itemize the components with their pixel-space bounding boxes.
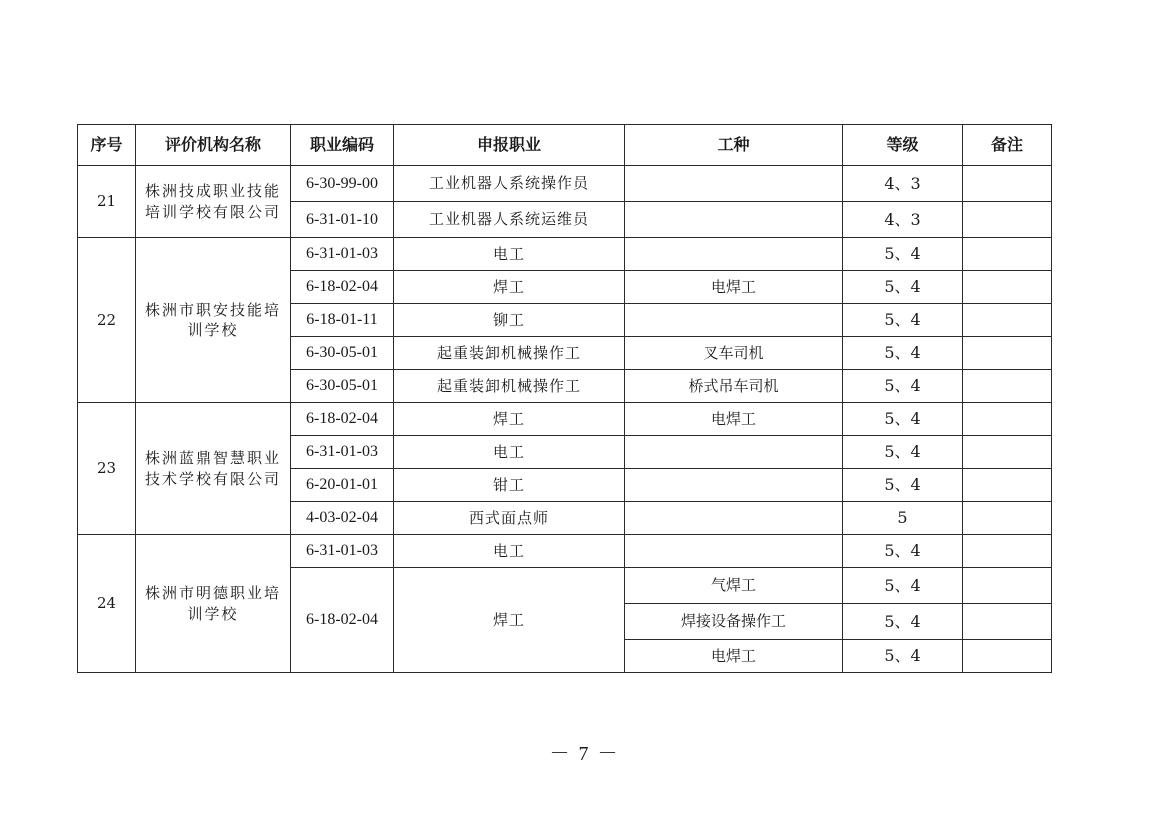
row-code: 6-30-05-01 bbox=[291, 337, 394, 370]
row-code: 4-03-02-04 bbox=[291, 502, 394, 535]
row-code: 6-31-01-03 bbox=[291, 238, 394, 271]
row-org: 株洲市职安技能培训学校 bbox=[136, 238, 291, 403]
row-type bbox=[625, 238, 843, 271]
row-job: 工业机器人系统操作员 bbox=[394, 166, 625, 202]
table-row bbox=[78, 535, 1052, 568]
row-grade: 5、4 bbox=[843, 568, 963, 604]
header-note: 备注 bbox=[963, 125, 1052, 166]
row-grade: 5、4 bbox=[843, 640, 963, 673]
row-type: 电焊工 bbox=[625, 640, 843, 673]
row-org: 株洲技成职业技能培训学校有限公司 bbox=[136, 166, 291, 238]
row-job: 工业机器人系统运维员 bbox=[394, 202, 625, 238]
row-code: 6-31-01-03 bbox=[291, 436, 394, 469]
row-note bbox=[963, 535, 1052, 568]
row-note bbox=[963, 271, 1052, 304]
row-grade: 4、3 bbox=[843, 202, 963, 238]
row-job: 焊工 bbox=[394, 271, 625, 304]
row-code: 6-31-01-03 bbox=[291, 535, 394, 568]
row-type bbox=[625, 166, 843, 202]
row-note bbox=[963, 604, 1052, 640]
row-seq: 22 bbox=[78, 238, 136, 403]
row-note bbox=[963, 502, 1052, 535]
row-note bbox=[963, 568, 1052, 604]
row-type bbox=[625, 304, 843, 337]
row-grade: 5、4 bbox=[843, 469, 963, 502]
row-note bbox=[963, 370, 1052, 403]
row-job: 西式面点师 bbox=[394, 502, 625, 535]
row-job: 铆工 bbox=[394, 304, 625, 337]
row-job: 起重装卸机械操作工 bbox=[394, 370, 625, 403]
row-type: 桥式吊车司机 bbox=[625, 370, 843, 403]
row-type: 气焊工 bbox=[625, 568, 843, 604]
row-note bbox=[963, 469, 1052, 502]
row-code: 6-18-01-11 bbox=[291, 304, 394, 337]
row-type: 焊接设备操作工 bbox=[625, 604, 843, 640]
row-type bbox=[625, 436, 843, 469]
table-header-row bbox=[78, 125, 1052, 166]
row-grade: 5 bbox=[843, 502, 963, 535]
row-grade: 5、4 bbox=[843, 271, 963, 304]
row-seq: 23 bbox=[78, 403, 136, 535]
row-job: 电工 bbox=[394, 436, 625, 469]
row-type: 电焊工 bbox=[625, 403, 843, 436]
header-grade: 等级 bbox=[843, 125, 963, 166]
row-org: 株洲蓝鼎智慧职业技术学校有限公司 bbox=[136, 403, 291, 535]
row-type bbox=[625, 535, 843, 568]
row-note bbox=[963, 337, 1052, 370]
row-note bbox=[963, 238, 1052, 271]
row-code: 6-30-99-00 bbox=[291, 166, 394, 202]
row-type: 叉车司机 bbox=[625, 337, 843, 370]
row-job: 起重装卸机械操作工 bbox=[394, 337, 625, 370]
row-code: 6-18-02-04 bbox=[291, 568, 394, 673]
row-job: 焊工 bbox=[394, 403, 625, 436]
row-code: 6-20-01-01 bbox=[291, 469, 394, 502]
table-row bbox=[78, 238, 1052, 271]
row-code: 6-30-05-01 bbox=[291, 370, 394, 403]
row-type bbox=[625, 202, 843, 238]
table-row bbox=[78, 403, 1052, 436]
header-seq: 序号 bbox=[78, 125, 136, 166]
row-code: 6-31-01-10 bbox=[291, 202, 394, 238]
row-note bbox=[963, 202, 1052, 238]
row-grade: 5、4 bbox=[843, 403, 963, 436]
row-code: 6-18-02-04 bbox=[291, 403, 394, 436]
row-job: 电工 bbox=[394, 238, 625, 271]
row-note bbox=[963, 304, 1052, 337]
row-org: 株洲市明德职业培训学校 bbox=[136, 535, 291, 673]
row-grade: 5、4 bbox=[843, 370, 963, 403]
row-note bbox=[963, 436, 1052, 469]
row-type: 电焊工 bbox=[625, 271, 843, 304]
row-job: 焊工 bbox=[394, 568, 625, 673]
header-job: 申报职业 bbox=[394, 125, 625, 166]
row-type bbox=[625, 502, 843, 535]
row-grade: 5、4 bbox=[843, 436, 963, 469]
table-row bbox=[78, 166, 1052, 202]
row-grade: 5、4 bbox=[843, 337, 963, 370]
header-type: 工种 bbox=[625, 125, 843, 166]
row-seq: 24 bbox=[78, 535, 136, 673]
row-code: 6-18-02-04 bbox=[291, 271, 394, 304]
row-type bbox=[625, 469, 843, 502]
row-note bbox=[963, 166, 1052, 202]
row-grade: 5、4 bbox=[843, 604, 963, 640]
header-code: 职业编码 bbox=[291, 125, 394, 166]
row-grade: 5、4 bbox=[843, 304, 963, 337]
page-number: － 7 － bbox=[549, 743, 620, 765]
occupation-table bbox=[77, 124, 1052, 673]
row-job: 钳工 bbox=[394, 469, 625, 502]
row-note bbox=[963, 640, 1052, 673]
row-seq: 21 bbox=[78, 166, 136, 238]
header-org: 评价机构名称 bbox=[136, 125, 291, 166]
row-job: 电工 bbox=[394, 535, 625, 568]
row-note bbox=[963, 403, 1052, 436]
row-grade: 4、3 bbox=[843, 166, 963, 202]
row-grade: 5、4 bbox=[843, 238, 963, 271]
row-grade: 5、4 bbox=[843, 535, 963, 568]
